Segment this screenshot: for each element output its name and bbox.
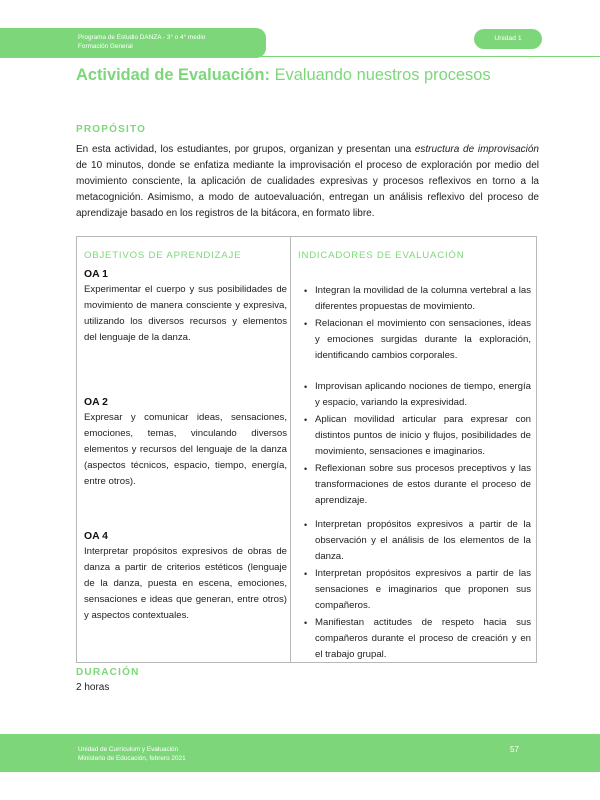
purpose-text-start: En esta actividad, los estudiantes, por grupos, organizan y presentan una (76, 144, 415, 155)
header-program-line2: Formación General (78, 43, 133, 50)
indicator-text: Integran la movilidad de la columna vertebral a las diferentes propuestas de movimiento. (315, 285, 531, 312)
indicator-text: Improvisan aplicando nociones de tiempo, energía y espacio, variando la expresividad. (315, 381, 531, 408)
bullet-icon: • (304, 415, 308, 425)
page-title-rest: Evaluando nuestros procesos (270, 66, 491, 84)
header-divider (0, 56, 600, 57)
indicator-item (303, 316, 531, 364)
page-number: 57 (510, 745, 519, 754)
table-column-divider (290, 237, 291, 662)
indicator-text: Interpretan propósitos expresivos a partir de las sensaciones e imaginarios que proponen sus compañeros. (315, 568, 531, 611)
bullet-icon: • (304, 569, 308, 579)
indicator-text: Aplican movilidad articular para expresar con distintos puntos de inicio y flujos, posibilidades de movimiento, sensaciones e imaginarios. (315, 414, 531, 457)
objective-oa2 (84, 397, 287, 490)
indicators-oa4 (303, 517, 531, 664)
objective-code: OA 1 (84, 269, 108, 280)
footer-line2: Ministerio de Educación, febrero 2021 (78, 755, 186, 762)
page-title-bold: Actividad de Evaluación: (76, 66, 271, 84)
indicators-oa2 (303, 379, 531, 510)
indicator-item (303, 412, 531, 460)
bullet-icon: • (304, 319, 308, 329)
indicator-text: Reflexionan sobre sus procesos preceptivos y las transformaciones de estos durante el proceso de aprendizaje. (315, 463, 531, 506)
purpose-label: PROPÓSITO (76, 124, 147, 135)
footer-credits (78, 745, 186, 763)
column-header-objectives: OBJETIVOS DE APRENDIZAJE (84, 250, 242, 261)
unit-badge: Unidad 1 (474, 29, 542, 49)
objective-text: Experimentar el cuerpo y sus posibilidades de movimiento de manera consciente y expresiva, utilizando los diversos recursos y elementos del lenguaje de la danza. (84, 284, 287, 343)
bullet-icon: • (304, 286, 308, 296)
column-header-indicators: INDICADORES DE EVALUACIÓN (298, 250, 465, 261)
bullet-icon: • (304, 618, 308, 628)
indicator-item (303, 283, 531, 315)
indicator-item (303, 461, 531, 509)
duration-label: DURACIÓN (76, 667, 140, 678)
objective-oa4 (84, 531, 287, 624)
bullet-icon: • (304, 520, 308, 530)
objective-code: OA 4 (84, 531, 108, 542)
purpose-text-italic: estructura de improvisación (414, 144, 539, 155)
indicator-text: Interpretan propósitos expresivos a partir de la observación y el análisis de los elementos de la danza. (315, 519, 531, 562)
indicator-item (303, 566, 531, 614)
indicator-item (303, 615, 531, 663)
objective-text: Expresar y comunicar ideas, sensaciones, emociones, temas, vinculando diversos elementos y recursos del lenguaje de la danza (aspectos técnicos, espacio, tiempo, energía, entre otros). (84, 412, 287, 487)
bullet-icon: • (304, 464, 308, 474)
footer-bar (0, 734, 600, 772)
indicator-text: Manifiestan actitudes de respeto hacia sus compañeros durante el proceso de creación y en el trabajo grupal. (315, 617, 531, 660)
indicator-item (303, 379, 531, 411)
objective-oa1 (84, 269, 287, 346)
header-program (78, 33, 205, 51)
objective-code: OA 2 (84, 397, 108, 408)
objective-text: Interpretar propósitos expresivos de obras de danza a partir de criterios estéticos (lenguaje de la danza, puesta en escena, emociones, sensaciones e ideas que generan, entre otros) y aspectos contextuales. (84, 546, 287, 621)
objectives-table (76, 236, 537, 663)
page-title (76, 66, 491, 85)
duration-value: 2 horas (76, 682, 110, 693)
indicator-item (303, 517, 531, 565)
indicators-oa1 (303, 283, 531, 365)
purpose-text (76, 142, 539, 222)
bullet-icon: • (304, 382, 308, 392)
indicator-text: Relacionan el movimiento con sensaciones, ideas y emociones surgidas durante la exploración, identificando cambios corporales. (315, 318, 531, 361)
footer-line1: Unidad de Currículum y Evaluación (78, 746, 179, 753)
header-program-line1: Programa de Estudio DANZA - 3° o 4° medio (78, 34, 206, 41)
purpose-text-end: de 10 minutos, donde se enfatiza mediante la improvisación el proceso de exploración por medio del movimiento consciente, la aplicación de cualidades expresivas y procesos reflexivos en torno a la metacognición. Asimismo, a modo de autoevaluación, entregan un análisis reflexivo del proceso de aprendizaje basado en los registros de la bitácora, en formato libre. (76, 160, 539, 219)
